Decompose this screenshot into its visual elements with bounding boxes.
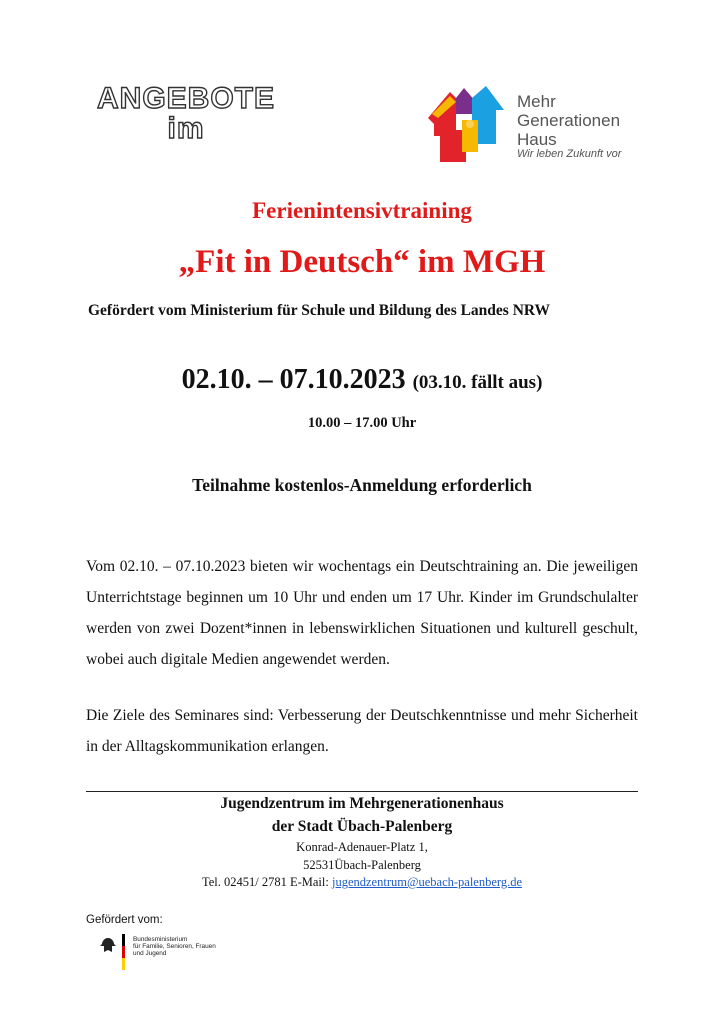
sponsor-label: Gefördert vom: xyxy=(86,914,163,926)
mgh-house-logo-icon xyxy=(426,84,506,164)
ministry-line2: für Familie, Senioren, Frauen xyxy=(133,942,216,950)
time-range: 10.00 – 17.00 Uhr xyxy=(307,415,417,431)
body-paragraph-2: Die Ziele des Seminares sind: Verbesserung der Deutschkenntnisse und mehr Sicherheit in der Alltagskommunikation erlangen. xyxy=(86,707,638,755)
email-link[interactable]: jugendzentrum@uebach-palenberg.de xyxy=(331,875,523,889)
date-range-line xyxy=(0,364,724,396)
funding-statement: Gefördert vom Ministerium für Schule und Bildung des Landes NRW xyxy=(88,302,551,319)
date-range: 02.10. – 07.10.2023 xyxy=(181,364,406,395)
mgh-logo-line2: Generationen xyxy=(517,111,621,130)
ministry-line1: Bundesministerium xyxy=(133,936,188,943)
title-line2: „Fit in Deutsch“ im MGH xyxy=(178,244,546,280)
footer-city: 52531Übach-Palenberg xyxy=(303,858,421,872)
mgh-logo-line3: Haus xyxy=(517,130,557,149)
ministry-logo-text xyxy=(133,937,243,957)
footer-street: Konrad-Adenauer-Platz 1, xyxy=(296,840,428,854)
date-note: (03.10. fällt aus) xyxy=(412,372,543,393)
footer-org-line2: der Stadt Übach-Palenberg xyxy=(271,818,453,835)
footer-org-line1: Jugendzentrum im Mehrgenerationenhaus xyxy=(220,795,504,812)
federal-eagle-flag-icon xyxy=(98,934,130,970)
mgh-logo-text xyxy=(517,92,620,149)
footer-divider xyxy=(86,791,638,792)
angebote-line1: ANGEBOTE xyxy=(96,82,275,115)
footer-phone: Tel. 02451/ 2781 E-Mail: xyxy=(201,875,332,889)
mgh-logo-line1: Mehr xyxy=(517,92,556,111)
body-paragraph-1: Vom 02.10. – 07.10.2023 bieten wir wochentags ein Deutschtraining an. Die jeweiligen Unterrichtstage beginnen um 10 Uhr und enden um 17 Uhr. Kinder im Grundschulalter werden von zwei Dozent*innen in lebenswirklichen Situationen und kulturell geschult, wobei auch digitale Medien angewendet werden. xyxy=(86,558,638,668)
angebote-heading xyxy=(96,84,276,144)
footer-contact xyxy=(0,875,724,890)
mgh-logo-tagline: Wir leben Zukunft vor xyxy=(517,148,622,160)
registration-note: Teilnahme kostenlos-Anmeldung erforderlich xyxy=(192,475,532,495)
angebote-line2: im xyxy=(167,112,205,145)
ministry-line3: und Jugend xyxy=(133,949,167,957)
title-line1: Ferienintensivtraining xyxy=(252,198,472,223)
